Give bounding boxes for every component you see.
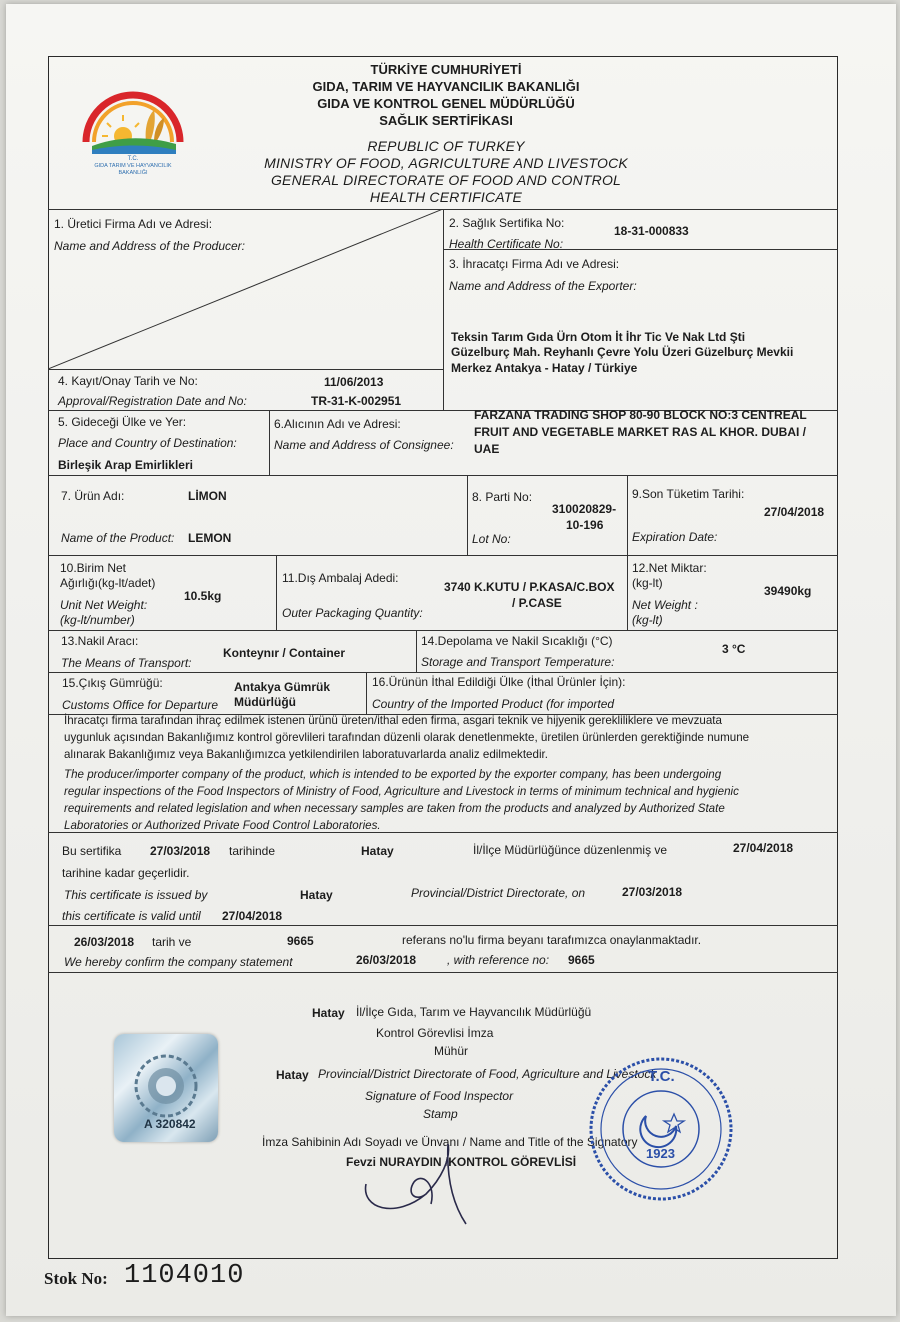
net-amount-label-en1: Net Weight :	[632, 598, 698, 612]
signature-tr-stamp: Mühür	[434, 1044, 469, 1058]
transport-label-en: The Means of Transport:	[61, 656, 192, 670]
lot-value-line2: 10-196	[566, 518, 604, 532]
temperature-label-en: Storage and Transport Temperature:	[421, 655, 615, 669]
validity-en-prefix: This certificate is issued by	[64, 888, 208, 902]
certificate-no-label-en: Health Certificate No:	[449, 237, 564, 251]
hologram-sticker	[114, 1034, 218, 1142]
producer-label-tr: 1. Üretici Firma Adı ve Adresi:	[54, 217, 213, 231]
lot-label-en: Lot No:	[472, 532, 511, 546]
validity-tr-date: 27/03/2018	[150, 844, 211, 858]
stamp-top-text: T.C.	[648, 1068, 675, 1085]
producer-label-en: Name and Address of the Producer:	[54, 239, 245, 253]
certificate-no-label-tr: 2. Sağlık Sertifika No:	[449, 216, 565, 230]
product-value-en: LEMON	[188, 531, 232, 545]
exporter-label-tr: 3. İhracatçı Firma Adı ve Adresi:	[449, 257, 620, 271]
validity-tr-valid-date: 27/04/2018	[733, 841, 794, 855]
packaging-label-en: Outer Packaging Quantity:	[282, 606, 423, 620]
validity-tr-prefix: Bu sertifika	[62, 844, 122, 858]
certificate-paper	[6, 4, 896, 1316]
destination-label-tr: 5. Gideceği Ülke ve Yer:	[58, 415, 187, 429]
unit-weight-value: 10.5kg	[184, 589, 222, 603]
confirmation-en-date: 26/03/2018	[356, 953, 417, 967]
header-en-line4: HEALTH CERTIFICATE	[369, 189, 523, 205]
official-stamp	[586, 1054, 736, 1204]
exporter-line1: Teksin Tarım Gıda Ürn Otom İt İhr Tic Ve Nak Ltd Şti	[451, 330, 746, 344]
transport-label-tr: 13.Nakil Aracı:	[61, 634, 139, 648]
logo-caption-line1: GIDA TARIM VE HAYVANCILIK	[94, 163, 172, 169]
producer-diagonal-line	[48, 209, 443, 369]
import-country-label-tr: 16.Ürünün İthal Edildiği Ülke (İthal Ürünler İçin):	[372, 675, 626, 689]
validity-en-city: Hatay	[300, 888, 333, 902]
validity-en-mid: Provincial/District Directorate, on	[411, 886, 586, 900]
header-en-line2: MINISTRY OF FOOD, AGRICULTURE AND LIVESTOCK	[264, 155, 628, 171]
customs-label-en: Customs Office for Departure	[62, 698, 219, 712]
lot-value-line1: 310020829-	[552, 502, 617, 516]
customs-label-tr: 15.Çıkış Gümrüğü:	[62, 676, 163, 690]
stock-number: 1104010	[124, 1261, 245, 1291]
logo-caption-line2: BAKANLIĞI	[118, 170, 148, 176]
header-en-line1: REPUBLIC OF TURKEY	[367, 138, 525, 154]
declaration-tr-line2: uygunluk açısından Bakanlığımız kontrol görevlileri tarafından düzenli olarak denetlenmekte, üretilen ürünlerden gerektiğinde numune	[64, 731, 750, 744]
logo-caption-tc: T.C.	[127, 156, 139, 162]
signature-tr-directorate: İl/İlçe Gıda, Tarım ve Hayvancılık Müdürlüğü	[356, 1005, 592, 1019]
certificate-no-value: 18-31-000833	[614, 224, 689, 238]
confirmation-tr-ref: 9665	[287, 934, 314, 948]
header-tr-line2: GIDA, TARIM VE HAYVANCILIK BAKANLIĞI	[312, 79, 580, 94]
unit-weight-label-tr1: 10.Birim Net	[60, 561, 127, 575]
consignee-line3: UAE	[474, 442, 500, 456]
signature-tr-inspector: Kontrol Görevlisi İmza	[376, 1026, 494, 1040]
confirmation-tr-date: 26/03/2018	[74, 935, 135, 949]
exporter-label-en: Name and Address of the Exporter:	[449, 279, 637, 293]
consignee-label-tr: 6.Alıcının Adı ve Adresi:	[274, 417, 401, 431]
handwritten-signature	[356, 1124, 486, 1234]
product-label-tr: 7. Ürün Adı:	[61, 489, 125, 503]
import-country-label-en: Country of the Imported Product (for imported	[372, 697, 615, 711]
consignee-line1: FARZANA TRADING SHOP 80-90 BLOCK NO:3 CENTREAL	[474, 408, 807, 422]
stock-label: Stok No:	[44, 1269, 108, 1288]
signature-city-en: Hatay	[276, 1068, 309, 1082]
signature-name-label: İmza Sahibinin Adı Soyadı ve Ünvanı / Name and Title of the Signatory	[262, 1135, 638, 1149]
customs-value-line1: Antakya Gümrük	[234, 680, 331, 694]
confirmation-tr-suffix: referans no'lu firma beyanı tarafımızca onaylanmaktadır.	[402, 933, 702, 947]
validity-tr-suffix: tarihine kadar geçerlidir.	[62, 866, 190, 880]
consignee-label-en: Name and Address of Consignee:	[274, 438, 454, 452]
net-amount-label-tr1: 12.Net Miktar:	[632, 561, 707, 575]
confirmation-en-mid: , with reference no:	[447, 953, 550, 967]
validity-tr-mid2: İl/İlçe Müdürlüğünce düzenlenmiş ve	[473, 843, 668, 857]
transport-value: Konteynır / Container	[223, 646, 346, 660]
expiration-value: 27/04/2018	[764, 505, 825, 519]
stamp-year: 1923	[646, 1146, 675, 1161]
signature-en-stamp: Stamp	[423, 1107, 458, 1121]
unit-weight-label-en2: (kg-lt/number)	[60, 613, 135, 627]
approval-label-en: Approval/Registration Date and No:	[58, 394, 247, 408]
exporter-line2: Güzelburç Mah. Reyhanlı Çevre Yolu Üzeri Güzelburç Mevkii	[451, 345, 794, 359]
confirmation-en-ref: 9665	[568, 953, 595, 967]
customs-value-line2: Müdürlüğü	[234, 695, 296, 709]
temperature-label-tr: 14.Depolama ve Nakil Sıcaklığı (°C)	[421, 634, 613, 648]
lot-label-tr: 8. Parti No:	[472, 490, 533, 504]
declaration-en-line4: Laboratories or Authorized Private Food Control Laboratories.	[64, 819, 381, 832]
packaging-value-line1: 3740 K.KUTU / P.KASA/C.BOX	[444, 580, 615, 594]
validity-tr-city: Hatay	[361, 844, 394, 858]
header-tr-line1: TÜRKİYE CUMHURİYETİ	[370, 62, 522, 77]
validity-en-valid-date: 27/04/2018	[222, 909, 283, 923]
expiration-label-tr: 9.Son Tüketim Tarihi:	[632, 487, 745, 501]
declaration-en-line1: The producer/importer company of the product, which is intended to be exported by the exporter company, has been undergoing	[64, 768, 722, 781]
signature-en-directorate: Provincial/District Directorate of Food, Agriculture and Livestock	[318, 1067, 657, 1081]
unit-weight-label-en1: Unit Net Weight:	[60, 598, 148, 612]
temperature-value: 3 °C	[722, 642, 746, 656]
hologram-serial: A 320842	[144, 1117, 196, 1131]
destination-value: Birleşik Arap Emirlikleri	[58, 458, 193, 472]
declaration-en-line2: regular inspections of the Food Inspectors of Ministry of Food, Agriculture and Livestock in terms of minimum technical and hygienic	[64, 785, 739, 798]
product-value-tr: LİMON	[188, 489, 227, 503]
header-tr-line4: SAĞLIK SERTİFİKASI	[379, 113, 513, 128]
product-label-en: Name of the Product:	[61, 531, 175, 545]
signatory-name: Fevzi NURAYDIN /KONTROL GÖREVLİSİ	[346, 1155, 577, 1169]
unit-weight-label-tr2: Ağırlığı(kg-lt/adet)	[60, 576, 156, 590]
confirmation-en-prefix: We hereby confirm the company statement	[64, 955, 293, 969]
exporter-line3: Merkez Antakya - Hatay / Türkiye	[451, 361, 638, 375]
net-amount-label-en2: (kg-lt)	[632, 613, 663, 627]
declaration-en-line3: requirements and related legislation and when necessary samples are taken from the products and analyzed by Authorized State	[64, 802, 725, 815]
approval-date: 11/06/2013	[324, 375, 384, 389]
confirmation-tr-mid: tarih ve	[152, 935, 192, 949]
destination-label-en: Place and Country of Destination:	[58, 436, 237, 450]
validity-en-valid-prefix: this certificate is valid until	[62, 909, 201, 923]
packaging-label-tr: 11.Dış Ambalaj Adedi:	[282, 571, 399, 585]
validity-tr-mid: tarihinde	[229, 844, 276, 858]
signature-en-inspector: Signature of Food Inspector	[365, 1089, 514, 1103]
signature-city: Hatay	[312, 1006, 345, 1020]
header-tr-line3: GIDA VE KONTROL GENEL MÜDÜRLÜĞÜ	[317, 96, 575, 111]
net-amount-label-tr2: (kg-lt)	[632, 576, 663, 590]
expiration-label-en: Expiration Date:	[632, 530, 718, 544]
declaration-tr-line1: İhracatçı firma tarafından ihraç edilmek istenen ürünü üreten/ithal eden firma, asgari teknik ve hijyenik gerekliliklere ve mevzuata	[64, 714, 722, 727]
approval-label-tr: 4. Kayıt/Onay Tarih ve No:	[58, 374, 198, 388]
consignee-line2: FRUIT AND VEGETABLE MARKET RAS AL KHOR. DUBAI /	[474, 425, 806, 439]
approval-number: TR-31-K-002951	[311, 394, 402, 408]
validity-en-date: 27/03/2018	[622, 885, 683, 899]
net-amount-value: 39490kg	[764, 584, 812, 598]
declaration-tr-line3: alınarak Bakanlığımız veya Bakanlığımızca yetkilendirilen laboratuvarlarda analiz edilmektedir.	[64, 748, 548, 761]
packaging-value-line2: / P.CASE	[512, 596, 562, 610]
header-en-line3: GENERAL DIRECTORATE OF FOOD AND CONTROL	[270, 172, 622, 188]
